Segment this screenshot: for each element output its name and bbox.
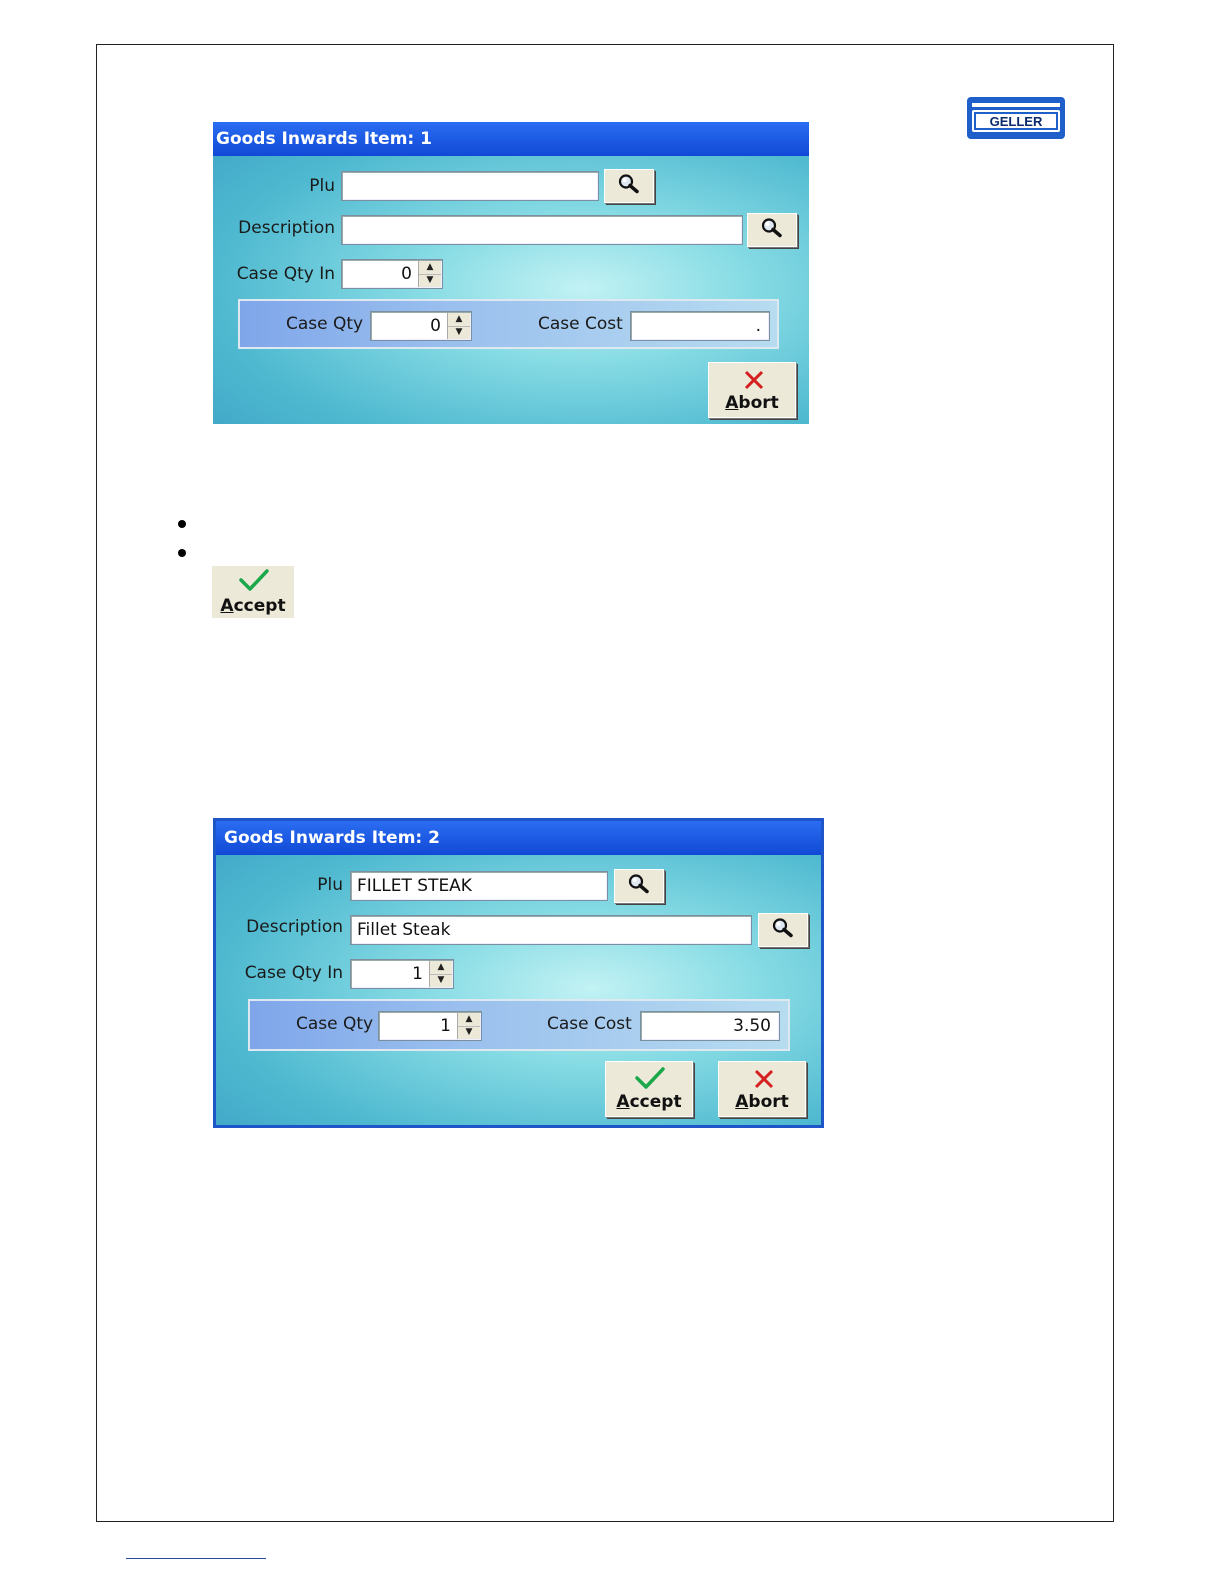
description-search-button[interactable] bbox=[758, 913, 808, 947]
plu-search-button[interactable] bbox=[614, 869, 664, 903]
description-label: Description bbox=[246, 917, 343, 937]
spin-down-icon[interactable]: ▼ bbox=[426, 275, 434, 285]
spin-up-icon[interactable]: ▲ bbox=[458, 1013, 480, 1027]
case-cost-label: Case Cost bbox=[538, 314, 623, 334]
accept-label: Accept bbox=[220, 596, 286, 616]
plu-label: Plu bbox=[309, 176, 335, 196]
spin-down-icon[interactable]: ▼ bbox=[455, 327, 463, 337]
description-input[interactable]: Fillet Steak bbox=[350, 915, 752, 945]
abort-label: Abort bbox=[725, 393, 779, 413]
case-cost-label: Case Cost bbox=[547, 1014, 632, 1034]
spin-down-icon[interactable]: ▼ bbox=[465, 1027, 473, 1037]
case-qty-stepper[interactable] bbox=[378, 1011, 482, 1041]
abort-label: Abort bbox=[735, 1092, 789, 1112]
geller-logo bbox=[966, 96, 1066, 140]
case-qty-in-value: 0 bbox=[401, 264, 412, 284]
case-qty-spinner[interactable] bbox=[447, 313, 470, 339]
spin-down-icon[interactable]: ▼ bbox=[437, 975, 445, 985]
magnifier-icon bbox=[760, 217, 784, 244]
abort-button[interactable] bbox=[718, 1061, 806, 1117]
case-qty-value: 0 bbox=[430, 316, 441, 336]
abort-button[interactable] bbox=[708, 362, 796, 418]
accept-label: Accept bbox=[616, 1092, 682, 1112]
case-qty-in-label: Case Qty In bbox=[236, 264, 335, 284]
case-cost-input[interactable]: . bbox=[630, 311, 770, 341]
case-qty-in-spinner[interactable] bbox=[418, 261, 441, 287]
bullet-1 bbox=[178, 520, 186, 528]
spin-up-icon[interactable]: ▲ bbox=[430, 961, 452, 975]
description-label: Description bbox=[238, 218, 335, 238]
green-check-icon bbox=[238, 568, 270, 597]
accept-button[interactable] bbox=[605, 1061, 693, 1117]
magnifier-icon bbox=[627, 873, 651, 900]
plu-input[interactable]: FILLET STEAK bbox=[350, 871, 608, 901]
case-qty-label: Case Qty bbox=[286, 314, 364, 334]
case-qty-in-label: Case Qty In bbox=[244, 963, 343, 983]
red-x-icon bbox=[743, 369, 765, 396]
logo-text: GELLER bbox=[989, 114, 1043, 129]
case-qty-stepper[interactable] bbox=[370, 311, 472, 341]
plu-search-button[interactable] bbox=[604, 169, 654, 203]
dialog-2-title: Goods Inwards Item: 2 bbox=[216, 821, 821, 855]
description-search-button[interactable] bbox=[747, 213, 797, 247]
case-cost-input[interactable]: 3.50 bbox=[640, 1011, 780, 1041]
magnifier-icon bbox=[771, 917, 795, 944]
case-qty-in-value: 1 bbox=[412, 964, 423, 984]
case-qty-in-spinner[interactable] bbox=[429, 961, 452, 987]
case-qty-spinner[interactable] bbox=[457, 1013, 480, 1039]
plu-input[interactable] bbox=[341, 171, 599, 201]
footnote-separator bbox=[126, 1558, 266, 1559]
case-panel bbox=[238, 299, 779, 349]
red-x-icon bbox=[753, 1068, 775, 1095]
green-check-icon bbox=[634, 1066, 666, 1095]
magnifier-icon bbox=[617, 173, 641, 200]
spin-up-icon[interactable]: ▲ bbox=[419, 261, 441, 275]
spin-up-icon[interactable]: ▲ bbox=[448, 313, 470, 327]
case-panel bbox=[248, 999, 790, 1051]
plu-label: Plu bbox=[317, 875, 343, 895]
accept-button-image bbox=[212, 566, 294, 618]
case-qty-value: 1 bbox=[440, 1016, 451, 1036]
goods-inwards-dialog-1 bbox=[213, 122, 809, 424]
case-qty-in-stepper[interactable] bbox=[350, 959, 454, 989]
goods-inwards-dialog-2 bbox=[213, 818, 824, 1128]
dialog-1-title: Goods Inwards Item: 1 bbox=[213, 122, 809, 156]
bullet-2 bbox=[178, 549, 186, 557]
case-qty-in-stepper[interactable] bbox=[341, 259, 443, 289]
description-input[interactable] bbox=[341, 215, 743, 245]
case-qty-label: Case Qty bbox=[296, 1014, 374, 1034]
